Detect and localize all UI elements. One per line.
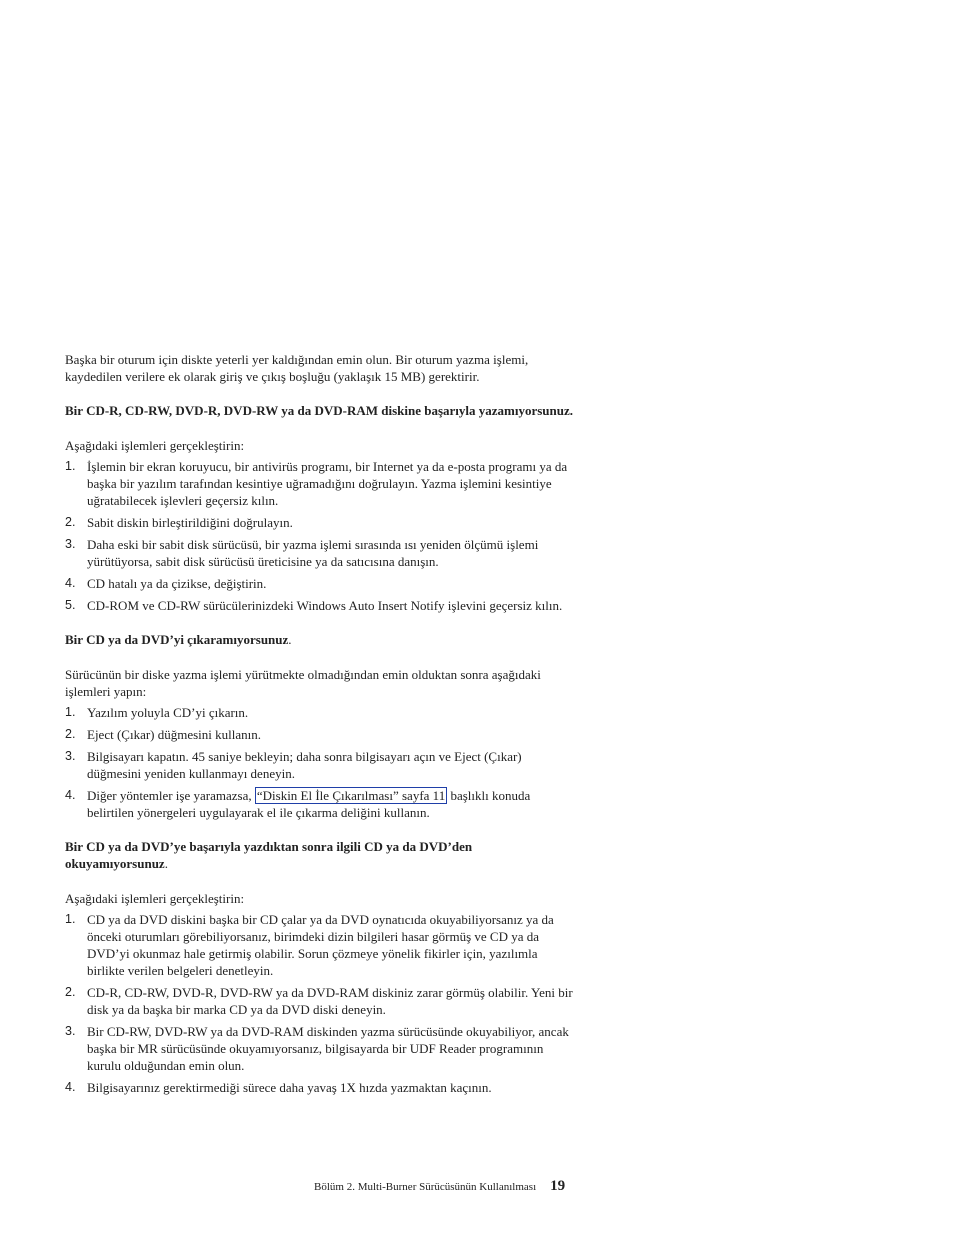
footer-chapter-title: Bölüm 2. Multi-Burner Sürücüsünün Kullanılması (314, 1181, 537, 1193)
list-item (65, 726, 575, 743)
list-item (65, 787, 575, 821)
list-item (65, 536, 575, 570)
intro-paragraph: Başka bir oturum için diskte yeterli yer kaldığından emin olun. Bir oturum yazma işlemi, kaydedilen verilere ek olarak giriş ve çıkış boşluğu (yaklaşık 15 MB) gerektirir. (65, 352, 529, 384)
list-text-before: Diğer yöntemler işe yaramazsa, (87, 788, 255, 803)
list-item (65, 458, 575, 509)
list-item (65, 984, 575, 1018)
list-item (65, 704, 575, 721)
list-text: Bilgisayarı kapatın. 45 saniye bekleyin; daha sonra bilgisayarı açın ve Eject (Çıkar) düğmesini yeniden kullanmayı deneyin. (87, 749, 522, 781)
section3-lead: Aşağıdaki işlemleri gerçekleştirin: (65, 891, 245, 906)
list-text: CD ya da DVD diskini başka bir CD çalar ya da DVD oynatıcıda okuyabiliyorsanız ya da önceki oturumları görebiliyorsanız, birimdeki dizin bilgileri hasar görmüş ve CD ya da DVD’yi okunmaz hale getirmiş olabilir. Sorun çözmeye yönelik fikirler için, yazılımla birlikte verilen belgeleri denetleyin. (87, 912, 554, 978)
list-item (65, 597, 575, 614)
section3-heading (65, 838, 575, 872)
list-item (65, 911, 575, 979)
list-number: 1. (65, 459, 76, 473)
list-number: 3. (65, 749, 76, 763)
list-number: 4. (65, 788, 76, 802)
list-item (65, 1079, 575, 1096)
list-item (65, 514, 575, 531)
manual-eject-page-link[interactable]: “Diskin El İle Çıkarılması” sayfa 11 (256, 788, 446, 803)
section2-heading-text: Bir CD ya da DVD’yi çıkaramıyorsunuz (65, 632, 289, 647)
list-number: 4. (65, 576, 76, 590)
section2-lead: Sürücünün bir diske yazma işlemi yürütmekte olmadığından emin olduktan sonra aşağıdaki işlemleri yapın: (65, 667, 541, 699)
section2-heading (65, 631, 575, 648)
list-text: CD-R, CD-RW, DVD-R, DVD-RW ya da DVD-RAM diskiniz zarar görmüş olabilir. Yeni bir disk ya da başka bir marka CD ya da DVD diski deneyin. (87, 985, 573, 1017)
list-text: Bilgisayarınız gerektirmediği sürece daha yavaş 1X hızda yazmaktan kaçının. (87, 1080, 492, 1095)
section2-list (65, 704, 575, 821)
page-footer (314, 1178, 576, 1195)
list-item (65, 1023, 575, 1074)
section1-heading-text: Bir CD-R, CD-RW, DVD-R, DVD-RW ya da DVD-RAM diskine başarıyla yazamıyorsunuz. (65, 403, 574, 418)
list-number: 2. (65, 515, 76, 529)
list-number: 3. (65, 537, 76, 551)
section3-heading-tail: . (164, 856, 168, 871)
list-text: Eject (Çıkar) düğmesini kullanın. (87, 727, 262, 742)
list-number: 2. (65, 727, 76, 741)
list-text-after: başlıklı konuda belirtilen yönergeleri uygulayarak el ile çıkarma deliğini kullanın. (87, 788, 531, 820)
section2-heading-tail: . (288, 632, 292, 647)
section3-list (65, 911, 575, 1096)
list-text: İşlemin bir ekran koruyucu, bir antivirüs programı, bir Internet ya da e-posta programı ya da başka bir yazılım tarafından kesintiye uğramadığını doğrulayın. Yazma işlemini kesintiye uğratabilecek işlevleri geçersiz kılın. (87, 459, 568, 508)
list-text: Daha eski bir sabit disk sürücüsü, bir yazma işlemi sırasında ısı yeniden ölçümü işlemi yürütüyorsa, sabit disk sürücüsü üreticisine ya da satıcısına danışın. (87, 537, 539, 569)
list-text: CD-ROM ve CD-RW sürücülerinizdeki Windows Auto Insert Notify işlevini geçersiz kılın. (87, 598, 563, 613)
list-number: 2. (65, 985, 76, 999)
section1-list (65, 458, 575, 614)
section3-heading-text: Bir CD ya da DVD’ye başarıyla yazdıktan sonra ilgili CD ya da DVD’den okuyamıyorsunuz (65, 839, 473, 871)
list-number: 3. (65, 1024, 76, 1038)
list-text: Sabit diskin birleştirildiğini doğrulayın. (87, 515, 293, 530)
page-number: 19 (550, 1178, 566, 1194)
list-item (65, 575, 575, 592)
list-text: Bir CD-RW, DVD-RW ya da DVD-RAM diskinden yazma sürücüsünde okuyabiliyor, ancak başka bir MR sürücüsünde okuyamıyorsanız, bilgisayarda bir UDF Reader programının kurulu olduğundan emin olun. (87, 1024, 569, 1073)
section1-heading (65, 402, 575, 419)
section1-lead: Aşağıdaki işlemleri gerçekleştirin: (65, 438, 245, 453)
list-number: 1. (65, 912, 76, 926)
list-text: CD hatalı ya da çizikse, değiştirin. (87, 576, 267, 591)
page-content (65, 351, 575, 1113)
list-number: 5. (65, 598, 76, 612)
list-text: Yazılım yoluyla CD’yi çıkarın. (87, 705, 249, 720)
list-number: 1. (65, 705, 76, 719)
list-number: 4. (65, 1080, 76, 1094)
list-item (65, 748, 575, 782)
